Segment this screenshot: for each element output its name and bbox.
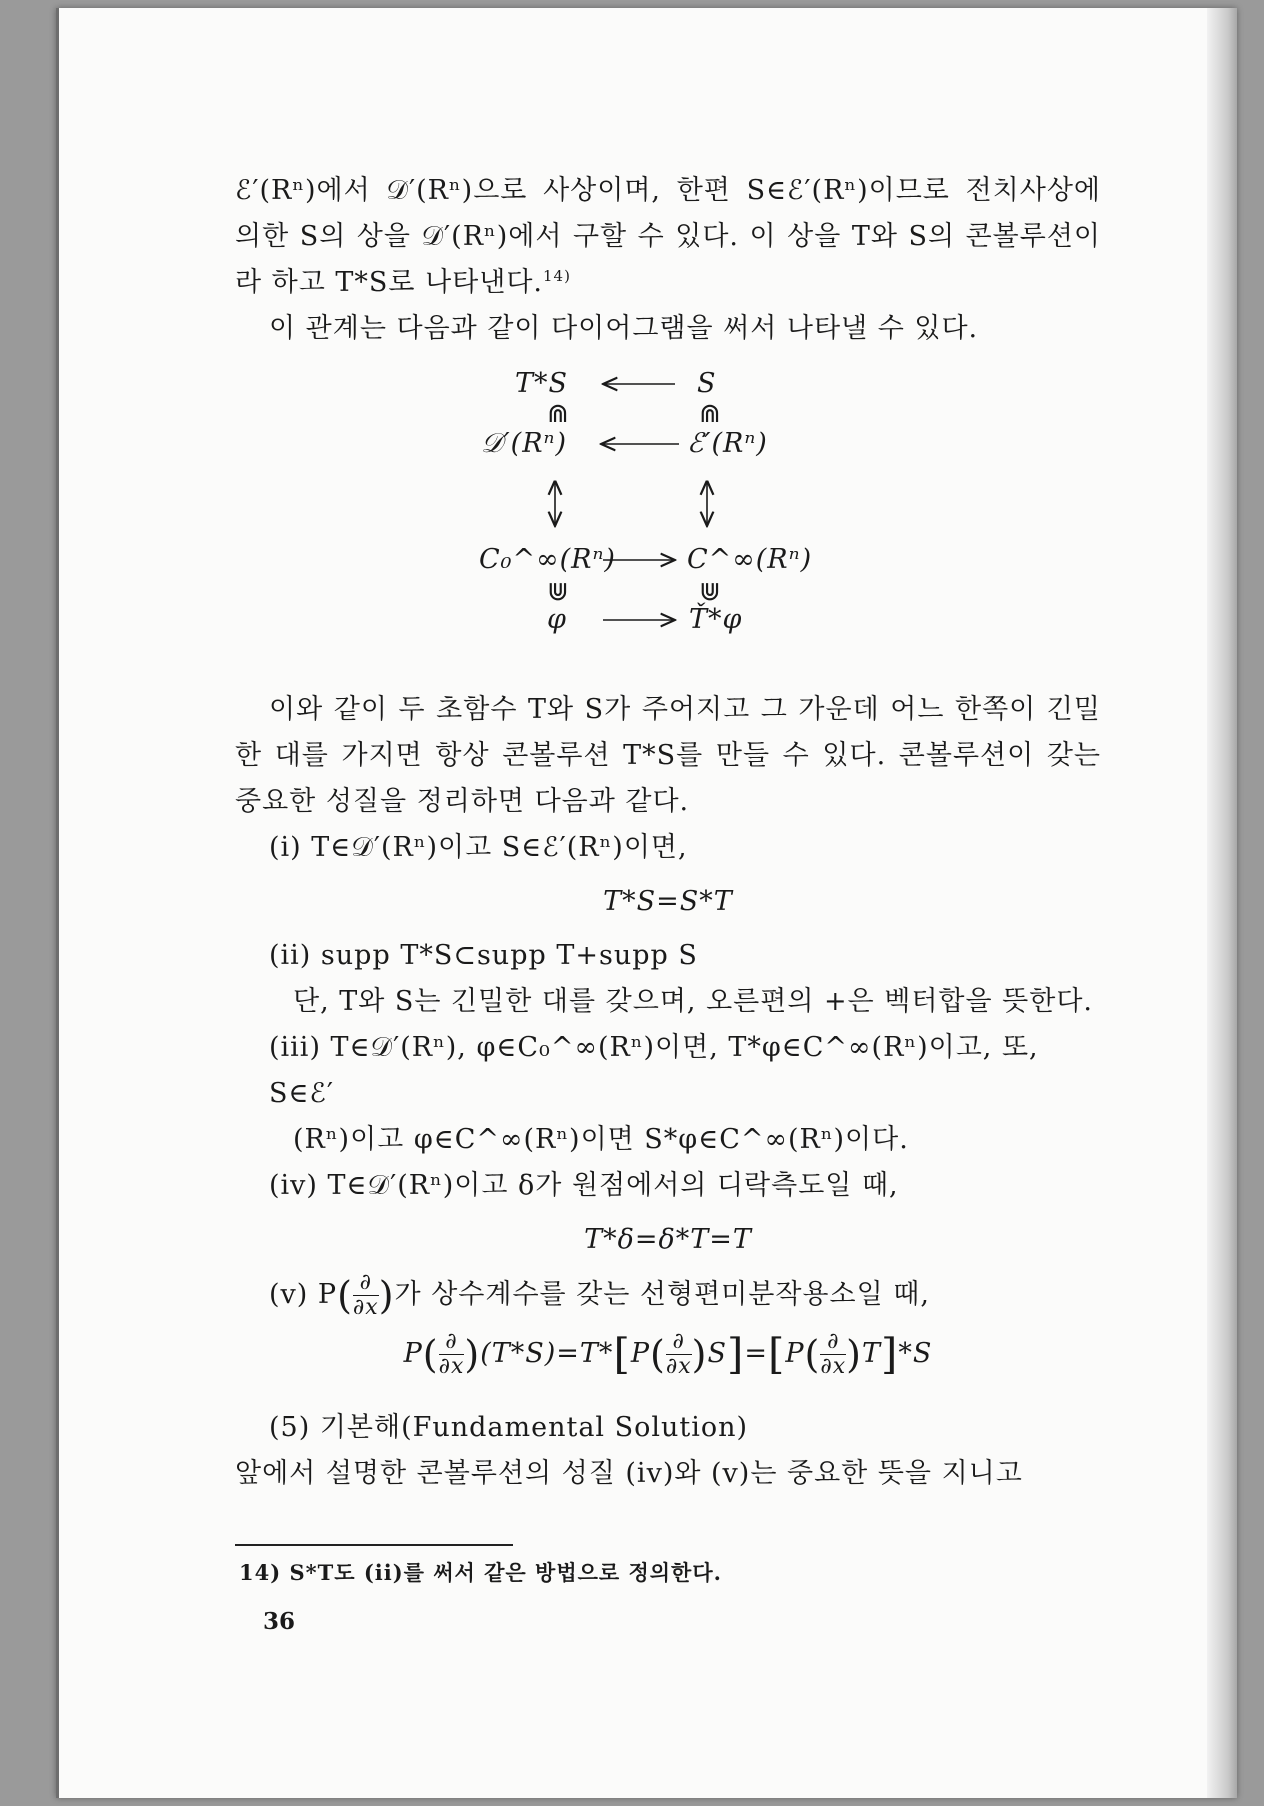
diagram-bottom-right-label: Ť*φ	[689, 604, 743, 635]
partial-fraction	[353, 1271, 379, 1320]
eq-v-bracket-2-open: [	[767, 1329, 786, 1379]
eq-v-frac3-den: ∂x	[820, 1354, 847, 1379]
book-page	[56, 8, 1237, 1798]
footnote-14: 14) S*T도 (ii)를 써서 같은 방법으로 정의한다.	[239, 1560, 722, 1585]
supset-symbol-right: ⋒	[699, 399, 722, 429]
frac-close-paren: )	[378, 1273, 395, 1318]
paragraph-diagram-intro: 이 관계는 다음과 같이 다이어그램을 써서 나타낼 수 있다.	[269, 313, 979, 344]
footnote-divider	[235, 1544, 513, 1546]
eq-v-part3: T	[861, 1338, 881, 1369]
eq-v-part4: *S	[898, 1338, 933, 1369]
supset-symbol-left: ⋒	[547, 399, 570, 429]
diagram-low-left-label: C₀^∞(Rⁿ)	[479, 544, 616, 575]
eq-v-p1: P	[403, 1338, 423, 1369]
subset-symbol-left: ⋓	[547, 577, 570, 607]
eq-v-bracket-1-close: ]	[726, 1329, 745, 1379]
eq-v-frac1-num: ∂	[439, 1330, 465, 1355]
equation-delta-identity: T*δ=δ*T=T	[584, 1224, 752, 1255]
footnote-marker: 14)	[543, 267, 571, 285]
subset-symbol-right: ⋓	[699, 577, 722, 607]
property-v-prefix: (v) P	[269, 1279, 338, 1310]
fraction-numerator: ∂	[353, 1271, 379, 1296]
diagram-bottom-left-label: φ	[547, 604, 567, 635]
paragraph-1-text: ℰ′(Rⁿ)에서 𝒟′(Rⁿ)으로 사상이며, 한편 S∈ℰ′(Rⁿ)이므로 전치사상에 의한 S의 상을 𝒟′(Rⁿ)에서 구할 수 있다. 이 상을 T와 S의 콘볼루션이라 하고 T*S로 나타낸다.	[235, 175, 1101, 298]
property-v-suffix: 가 상수계수를 갖는 선형편미분작용소일 때,	[394, 1279, 930, 1310]
eq-v-paren-3-close: )	[846, 1332, 862, 1377]
diagram-mid-left-label: 𝒟′(Rⁿ)	[481, 428, 568, 459]
property-ii: (ii) supp T*S⊂supp T+supp S	[269, 940, 698, 971]
eq-v-frac2-den: ∂x	[665, 1354, 692, 1379]
diagram-low-right-label: C^∞(Rⁿ)	[687, 544, 813, 575]
eq-v-equals: =	[744, 1338, 768, 1369]
section-heading-fundamental-solution: (5) 기본해(Fundamental Solution)	[269, 1412, 749, 1443]
eq-v-paren-2-open: (	[650, 1332, 666, 1377]
eq-v-frac2-num: ∂	[666, 1330, 692, 1355]
diagram-top-left-label: T*S	[515, 368, 569, 399]
eq-v-fraction-1	[439, 1330, 465, 1379]
property-iv: (iv) T∈𝒟′(Rⁿ)이고 δ가 원점에서의 디락측도일 때,	[269, 1170, 899, 1201]
eq-v-bracket-1-open: [	[613, 1329, 631, 1379]
equation-derivative-convolution	[235, 1330, 1101, 1379]
eq-v-p3: P	[785, 1338, 805, 1369]
page-number: 36	[263, 1608, 296, 1635]
eq-v-paren-1-close: )	[464, 1332, 481, 1377]
diagram-arrows	[235, 358, 1101, 673]
eq-v-frac3-num: ∂	[820, 1330, 846, 1355]
eq-v-paren-3-open: (	[804, 1332, 821, 1377]
diagram-mid-right-label: ℰ′(Rⁿ)	[687, 428, 768, 459]
property-iii-line1: (iii) T∈𝒟′(Rⁿ), φ∈C₀^∞(Rⁿ)이면, T*φ∈C^∞(Rⁿ)이고, 또, S∈ℰ′	[269, 1032, 1039, 1109]
property-i: (i) T∈𝒟′(Rⁿ)이고 S∈ℰ′(Rⁿ)이면,	[269, 832, 688, 863]
eq-v-fraction-3	[820, 1330, 846, 1379]
paragraph-convolution-properties: 이와 같이 두 초함수 T와 S가 주어지고 그 가운데 어느 한쪽이 긴밀한 대를 가지면 항상 콘볼루션 T*S를 만들 수 있다. 콘볼루션이 갖는 중요한 성질을 정리하면 다음과 같다.	[235, 694, 1101, 817]
property-iii-line2: (Rⁿ)이고 φ∈C^∞(Rⁿ)이면 S*φ∈C^∞(Rⁿ)이다.	[293, 1124, 909, 1155]
fraction-denominator: ∂x	[352, 1295, 379, 1320]
diagram-top-right-label: S	[697, 368, 717, 399]
frac-open-paren: (	[337, 1273, 353, 1318]
property-v	[235, 1271, 1101, 1320]
page-content	[235, 168, 1101, 1497]
paragraph-convolution-definition	[235, 168, 1101, 306]
eq-v-part1: (T*S)=T*	[480, 1338, 614, 1369]
eq-v-part2: S	[707, 1338, 727, 1369]
eq-v-fraction-2	[666, 1330, 692, 1379]
eq-v-p2: P	[630, 1338, 650, 1369]
equation-commutative: T*S=S*T	[603, 886, 733, 917]
paragraph-fundamental-solution: 앞에서 설명한 콘볼루션의 성질 (iv)와 (v)는 중요한 뜻을 지니고	[235, 1458, 1023, 1489]
eq-v-frac1-den: ∂x	[438, 1354, 465, 1379]
eq-v-paren-1-open: (	[422, 1332, 439, 1377]
eq-v-paren-2-close: )	[691, 1332, 708, 1377]
property-ii-note: 단, T와 S는 긴밀한 대를 갖으며, 오른편의 +은 벡터합을 뜻한다.	[293, 986, 1094, 1017]
eq-v-bracket-2-close: ]	[881, 1329, 899, 1379]
commutative-diagram	[235, 358, 1101, 673]
page-binding-shadow	[1207, 8, 1237, 1798]
